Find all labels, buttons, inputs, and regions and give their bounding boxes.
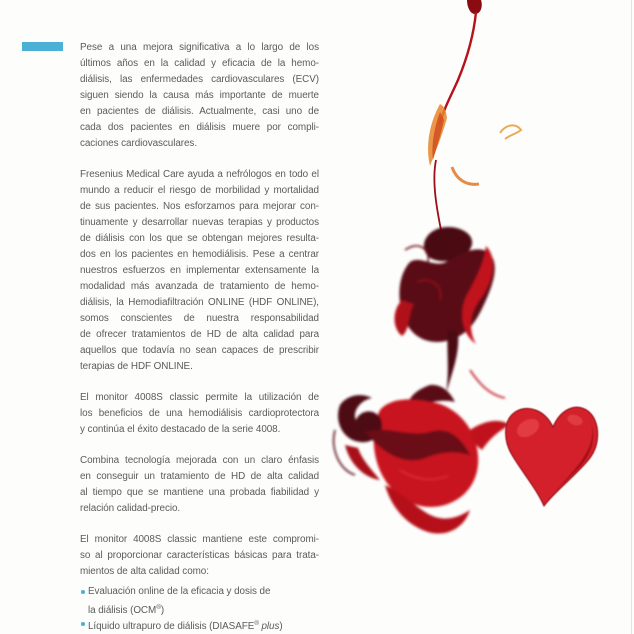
heart-illustration [506,407,598,506]
registered-mark: ® [254,620,259,627]
bullet-dot [81,622,85,626]
scan-edge [631,0,632,634]
list-item-text: ) [279,621,283,632]
text-line: so al proporcionar características básicas para trata- [80,550,319,561]
text-column [80,40,319,632]
text-line: de diálisis con los que se obtengan mejores resulta- [80,233,319,244]
paragraph-4 [80,453,319,517]
text-line: terapias de HDF ONLINE. [80,361,193,372]
text-line: de ofrecer tratamientos de HD de alta calidad para [80,329,319,340]
list-item [80,616,319,632]
body-text [80,40,319,580]
text-line: cada dos pacientes en diálisis muere por compli- [80,122,319,133]
text-line: de sus pacientes. Nos esforzamos para mejorar con- [80,201,319,212]
list-item-line: Evaluación online de la eficacia y dosis de [88,586,271,597]
list-item [80,584,319,616]
product-suffix: plus [261,621,280,632]
text-line: diálisis, la Hemodiafiltración ONLINE (HDF ONLINE), [80,297,319,308]
list-item-line [88,600,319,616]
text-line: El monitor 4008S classic permite la utilización de [80,392,319,403]
heart-shape [506,407,598,506]
text-line: siguen siendo la causa más importante de muerte [80,90,319,101]
paragraph-2 [80,167,319,375]
text-line: diálisis, las enfermedades cardiovasculares (ECV) [80,74,319,85]
ink-trail [428,0,521,230]
bullet-dot [81,590,85,594]
text-line: al tiempo que se mantiene una probada fiabilidad y [80,487,319,498]
text-line: Pese a una mejora significativa a lo largo de los [80,42,319,53]
text-line: dos en los pacientes en hemodiálisis. Pese a centrar [80,249,319,260]
text-line: somos conscientes de nuestra responsabilidad [80,313,319,324]
registered-mark: ® [156,604,161,611]
text-line: Fresenius Medical Care ayuda a nefrólogos en todo el [80,169,319,180]
paragraph-1 [80,40,319,152]
text-line: Combina tecnología mejorada con un claro énfasis [80,455,319,466]
text-line: nuestros esfuerzos en implementar extensamente la [80,265,319,276]
text-line: tinuamente y desarrollar nuevas terapias y productos [80,217,319,228]
list-item-line [88,616,319,632]
text-line: los beneficios de una hemodiálisis cardioprotectora [80,408,319,419]
text-line: mientos de alta calidad como: [80,566,209,577]
text-line: modalidad más avanzada de tratamiento de hemo- [80,281,319,292]
ink-cloud-upper [395,227,495,394]
text-line: El monitor 4008S classic mantiene este compromi- [80,534,319,545]
accent-bar [22,42,63,51]
text-line: últimos años en la calidad y eficacia de la hemo- [80,58,319,69]
text-line: relación calidad-precio. [80,503,181,514]
text-line: y continúa el éxito destacado de la serie 4008. [80,424,281,435]
text-line: en conseguir un tratamiento de HD de alta calidad [80,471,319,482]
paragraph-3 [80,390,319,438]
list-item-text: la diálisis (OCM [88,605,157,616]
paragraph-5 [80,532,319,580]
list-item-text: ) [160,605,165,616]
text-line: aquellos que todavía no sean capaces de prescribir [80,345,319,356]
feature-list [80,584,319,632]
text-line: en pacientes de diálisis. Actualmente, casi uno de [80,106,319,117]
text-line: mundo a reducir el riesgo de morbilidad y mortalidad [80,185,319,196]
list-item-text: Líquido ultrapuro de diálisis (DIASAFE [88,621,255,632]
text-line: caciones cardiovasculares. [80,138,197,149]
ink-cloud-lower [334,370,510,534]
